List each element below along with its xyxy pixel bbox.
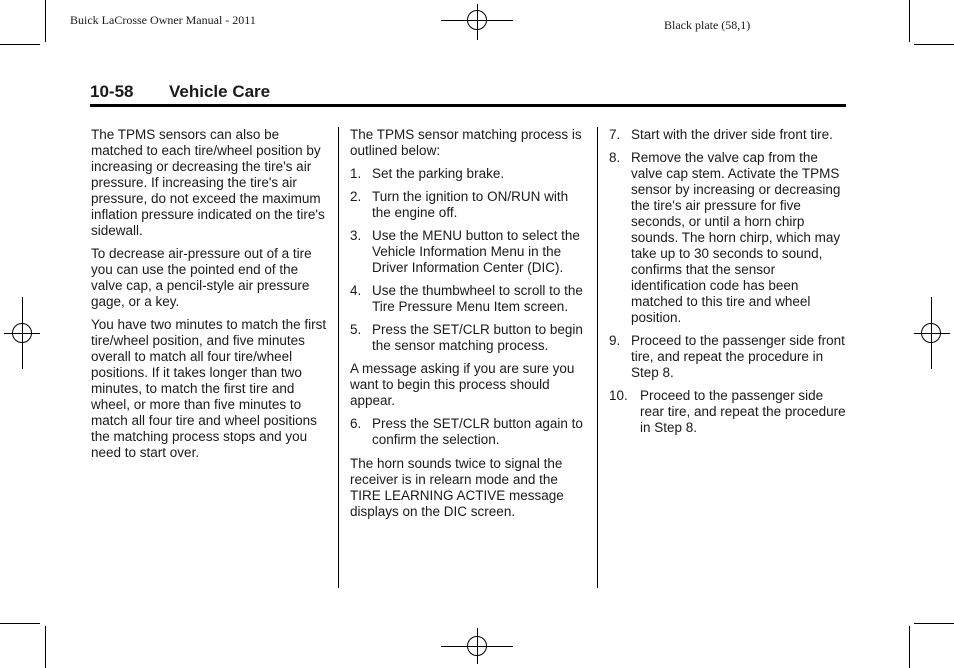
- step-text: Press the SET/CLR button to begin the sensor matching process.: [372, 322, 583, 353]
- step-number: 3.: [350, 228, 362, 243]
- column-3: [609, 127, 849, 443]
- step-number: 4.: [350, 283, 362, 298]
- step-note: A message asking if you are sure you want to begin this process should appear.: [350, 361, 575, 408]
- step-text: Start with the driver side front tire.: [631, 127, 833, 142]
- step-text: Proceed to the passenger side front tire, and repeat the procedure in Step 8.: [631, 333, 845, 380]
- list-item: [609, 388, 849, 436]
- step-text: Turn the ignition to ON/RUN with the engine off.: [372, 189, 569, 220]
- step-number: 2.: [350, 189, 362, 204]
- step-text: Remove the valve cap from the valve cap stem. Activate the TPMS sensor by increasing or decreasing the tire's air pressure for five seconds, or until a horn chirp sounds. The horn chirp, which may take up to 30 seconds to sound, confirms that the sensor identification code has been matched to this tire and wheel position.: [631, 150, 841, 325]
- crop-mark: [0, 44, 40, 45]
- page-number: 10-58: [90, 82, 134, 101]
- list-item: [350, 283, 590, 315]
- list-item: [350, 228, 590, 276]
- step-number: 5.: [350, 322, 362, 337]
- section-header: [90, 82, 846, 107]
- column-1: [91, 127, 327, 468]
- crop-mark: [0, 623, 40, 624]
- manual-title: Buick LaCrosse Owner Manual - 2011: [70, 13, 256, 27]
- step-text: Proceed to the passenger side rear tire, and repeat the procedure in Step 8.: [640, 388, 846, 435]
- paragraph: To decrease air-pressure out of a tire you can use the pointed end of the valve cap, a pencil-style air pressure gage, or a key.: [91, 246, 312, 309]
- list-item: [609, 127, 849, 143]
- plate-label: Black plate (58,1): [664, 18, 751, 32]
- paragraph: You have two minutes to match the first tire/wheel position, and five minutes overall to match all four tire/wheel positions. If it takes longer than two minutes, to match the first tire and wheel, or more than five minutes to match all four tire and wheel positions the matching process stops and you need to start over.: [91, 317, 327, 460]
- list-item: [350, 322, 590, 354]
- step-number: 7.: [609, 127, 621, 142]
- list-item: [350, 416, 590, 448]
- step-number: 9.: [609, 333, 621, 348]
- step-text: Use the thumbwheel to scroll to the Tire Pressure Menu Item screen.: [372, 283, 583, 314]
- step-text: Set the parking brake.: [372, 166, 505, 181]
- list-item: [350, 189, 590, 221]
- crop-mark: [909, 626, 910, 668]
- crop-mark: [45, 626, 46, 668]
- step-text: Press the SET/CLR button again to confirm the selection.: [372, 416, 583, 447]
- column-divider: [338, 127, 339, 588]
- step-number: 8.: [609, 150, 621, 165]
- step-note: The horn sounds twice to signal the receiver is in relearn mode and the TIRE LEARNING ACTIVE message displays on the DIC screen.: [350, 456, 564, 519]
- list-item: [350, 166, 590, 182]
- list-item: [609, 150, 849, 326]
- crop-mark: [909, 0, 910, 42]
- column-divider: [597, 127, 598, 588]
- step-number: 1.: [350, 166, 362, 181]
- step-number: 6.: [350, 416, 362, 431]
- crop-mark: [914, 623, 954, 624]
- crop-mark: [45, 0, 46, 42]
- paragraph: The TPMS sensor matching process is outlined below:: [350, 127, 582, 158]
- step-number: 10.: [609, 388, 628, 403]
- column-2: [350, 127, 590, 527]
- paragraph: The TPMS sensors can also be matched to each tire/wheel position by increasing or decreasing the tire's air pressure. If increasing the tire's air pressure, do not exceed the maximum inflation pressure indicated on the tire's sidewall.: [91, 127, 325, 238]
- list-item: [609, 333, 849, 381]
- step-text: Use the MENU button to select the Vehicle Information Menu in the Driver Information Center (DIC).: [372, 228, 580, 275]
- section-title: Vehicle Care: [169, 82, 271, 101]
- crop-mark: [914, 44, 954, 45]
